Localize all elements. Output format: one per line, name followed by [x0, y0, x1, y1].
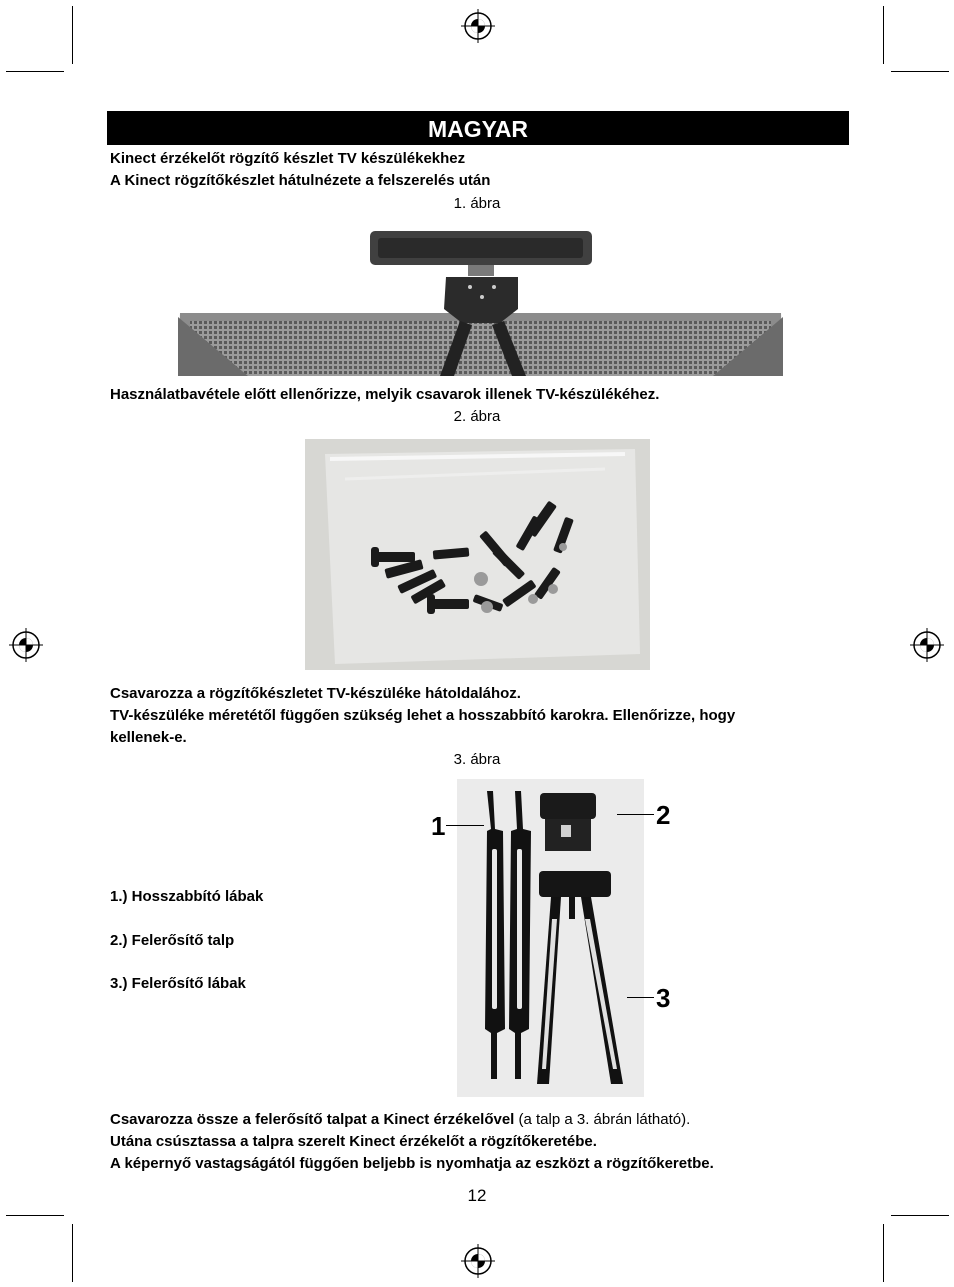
intro-line-2: A Kinect rögzítőkészlet hátulnézete a felszerelés után: [110, 172, 491, 189]
crop-mark: [6, 71, 64, 72]
crop-mark: [883, 6, 884, 64]
section-header: MAGYAR: [107, 111, 849, 145]
callout-3-leader: [627, 997, 654, 998]
crop-mark: [6, 1215, 64, 1216]
page-number: 12: [467, 1186, 487, 1205]
legend-item-2: 2.) Felerősítő talp: [110, 932, 235, 949]
crop-mark: [72, 6, 73, 64]
intro-line-1: Kinect érzékelőt rögzítő készlet TV készülékekhez: [110, 150, 466, 167]
closing-line-2: Utána csúsztassa a talpra szerelt Kinect érzékelőt a rögzítőkeretébe.: [110, 1133, 597, 1150]
section-3-line-1: Csavarozza a rögzítőkészletet TV-készüléke hátoldalához.: [110, 685, 521, 702]
registration-mark-icon: [910, 628, 944, 662]
registration-mark-icon: [9, 628, 43, 662]
crop-mark: [883, 1224, 884, 1282]
figure-2-photo: [305, 439, 650, 670]
figure-3-photo: [457, 779, 644, 1097]
section-3-line-2: TV-készüléke méretétől függően szükség lehet a hosszabbító karokra. Ellenőrizze, hogy: [110, 707, 736, 724]
section-3-line-3: kellenek-e.: [110, 729, 187, 746]
callout-2-leader: [617, 814, 654, 815]
figure-1-photo: [178, 225, 783, 376]
registration-mark-icon: [461, 1244, 495, 1278]
closing-line-1-bold: Csavarozza össze a felerősítő talpat a Kinect érzékelővel: [110, 1111, 515, 1128]
callout-3: 3: [656, 983, 671, 1013]
screw-check-text: Használatbavétele előtt ellenőrizze, melyik csavarok illenek TV-készülékéhez.: [110, 386, 660, 403]
figure-2-caption: 2. ábra: [453, 408, 501, 425]
figure-1-caption: 1. ábra: [453, 195, 501, 212]
closing-line-1-normal: (a talp a 3. ábrán látható).: [514, 1111, 691, 1128]
callout-1: 1: [431, 811, 446, 841]
closing-line-3: A képernyő vastagságától függően beljebb is nyomhatja az eszközt a rögzítőkeretbe.: [110, 1155, 714, 1172]
callout-2: 2: [656, 800, 671, 830]
callout-1-leader: [446, 825, 484, 826]
legend-item-1: 1.) Hosszabbító lábak: [110, 888, 264, 905]
registration-mark-icon: [461, 9, 495, 43]
crop-mark: [891, 71, 949, 72]
legend-item-3: 3.) Felerősítő lábak: [110, 975, 246, 992]
crop-mark: [891, 1215, 949, 1216]
figure-3-caption: 3. ábra: [453, 751, 501, 768]
closing-line-1: [110, 1109, 690, 1131]
crop-mark: [72, 1224, 73, 1282]
